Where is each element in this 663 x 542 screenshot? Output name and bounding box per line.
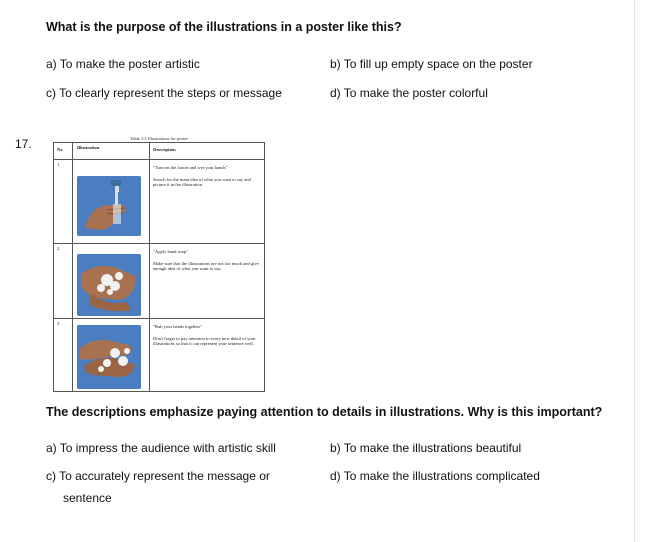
description-text: Search for the main idea of what you want to say and picture it in the illustration. <box>153 176 251 188</box>
q17-option-c[interactable]: c) To accurately represent the message or <box>46 469 270 483</box>
q17-option-d[interactable]: d) To make the illustrations complicated <box>330 469 540 483</box>
row-number: 2 <box>54 244 73 319</box>
question-16-text: What is the purpose of the illustrations in a poster like this? <box>46 20 402 34</box>
right-divider <box>634 0 635 542</box>
table-row <box>54 160 265 244</box>
illustration-cell <box>73 160 150 244</box>
q16-option-d[interactable]: d) To make the poster colorful <box>330 86 488 100</box>
q16-option-c[interactable]: c) To clearly represent the steps or message <box>46 86 282 100</box>
description-text: Don't forget to pay attention to every new detail of your illustrations so that it can represent your sentence well. <box>153 335 256 347</box>
question-17-number: 17. <box>15 137 32 151</box>
q17-option-b[interactable]: b) To make the illustrations beautiful <box>330 441 522 455</box>
q16-option-a[interactable]: a) To make the poster artistic <box>46 57 200 71</box>
rubbing-hands-illustration <box>77 325 141 389</box>
question-17-text: The descriptions emphasize paying attention to details in illustrations. Why is this important? <box>46 405 603 419</box>
q16-option-b[interactable]: b) To fill up empty space on the poster <box>330 57 533 71</box>
illustration-cell <box>73 244 150 319</box>
description-quote: "Apply hand soap" <box>153 249 188 254</box>
header-illustration: Illustration <box>73 143 150 160</box>
illustrations-table <box>53 142 265 392</box>
illustration-cell <box>73 319 150 392</box>
table-caption: Table 3.5 Illustrations for poster <box>130 136 188 141</box>
description-quote: "Rub your hands together" <box>153 324 203 329</box>
description-quote: "Turn on the faucet and wet your hands" <box>153 165 228 170</box>
row-number: 1 <box>54 160 73 244</box>
description-cell <box>150 160 265 244</box>
row-number: 3 <box>54 319 73 392</box>
header-description: Description <box>150 143 265 160</box>
q17-option-a[interactable]: a) To impress the audience with artistic skill <box>46 441 276 455</box>
description-cell <box>150 244 265 319</box>
hand-under-faucet-illustration <box>77 176 141 236</box>
soap-hands-illustration <box>77 254 141 316</box>
table-row <box>54 244 265 319</box>
description-text: Make sure that the illustrations are not too much and give enough idea of what you want to say. <box>153 260 259 272</box>
table-row <box>54 319 265 392</box>
table-header-row <box>54 143 265 160</box>
header-no: No <box>54 143 73 160</box>
q17-option-c-continued[interactable]: sentence <box>63 491 112 505</box>
description-cell <box>150 319 265 392</box>
